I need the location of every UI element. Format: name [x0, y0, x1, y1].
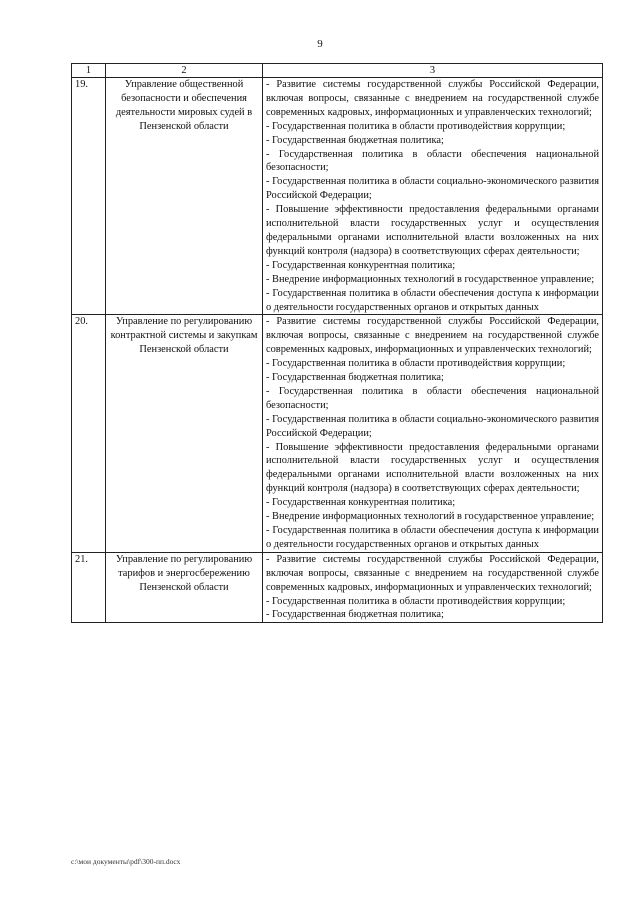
table-row — [72, 552, 603, 623]
function-item: - Государственная бюджетная политика; — [266, 372, 444, 384]
department-name: Управление по регулированию тарифов и энергосбережению Пензенской области — [106, 552, 263, 623]
function-item: - Государственная политика в области социально-экономического развития Российской Федерации; — [266, 176, 599, 202]
header-cell-2: 2 — [106, 64, 263, 78]
function-item: - Развитие системы государственной службы Российской Федерации, включая вопросы, связанные с внедрением на государственной службе современных кадровых, информационных и управленческих технологий; — [266, 316, 599, 356]
function-item: - Развитие системы государственной службы Российской Федерации, включая вопросы, связанные с внедрением на государственной службе современных кадровых, информационных и управленческих технологий; — [266, 553, 599, 593]
department-name: Управление по регулированию контрактной системы и закупкам Пензенской области — [106, 315, 263, 552]
function-item: - Внедрение информационных технологий в государственное управление; — [266, 511, 595, 523]
function-item: - Повышение эффективности предоставления федеральными органами исполнительной власти государственных услуг и осуществления федеральными органами исполнительной власти возложенных на них функций контроля (надзора) в соответствующих сферах деятельности; — [266, 204, 599, 257]
table-row — [72, 315, 603, 552]
table-header-row — [72, 64, 603, 78]
row-number: 20. — [72, 315, 106, 552]
functions-cell — [263, 315, 603, 552]
function-item: - Государственная политика в области обеспечения национальной безопасности; — [266, 148, 599, 174]
table-row — [72, 78, 603, 315]
function-item: - Повышение эффективности предоставления федеральными органами исполнительной власти государственных услуг и осуществления федеральными органами исполнительной власти возложенных на них функций контроля (надзора) в соответствующих сферах деятельности; — [266, 441, 599, 495]
function-item: - Государственная политика в области противодействия коррупции; — [266, 120, 566, 132]
footer-file-path: c:\мои документы\pdf\300-пп.docx — [71, 857, 181, 866]
functions-cell — [263, 78, 603, 315]
function-item: - Государственная бюджетная политика; — [266, 134, 444, 146]
function-item: - Государственная политика в области противодействия коррупции; — [266, 595, 566, 607]
functions-table — [71, 63, 603, 623]
header-cell-1: 1 — [72, 64, 106, 78]
function-item: - Развитие системы государственной службы Российской Федерации, включая вопросы, связанные с внедрением на государственной службе современных кадровых, информационных и управленческих технологий; — [266, 79, 599, 118]
function-item: - Государственная конкурентная политика; — [266, 497, 456, 509]
function-item: - Государственная политика в области обеспечения доступа к информации о деятельности государственных органов и открытых данных — [266, 287, 599, 313]
row-number: 19. — [72, 78, 106, 315]
function-item: - Государственная бюджетная политика; — [266, 609, 444, 621]
header-cell-3: 3 — [263, 64, 603, 78]
function-item: - Государственная политика в области социально-экономического развития Российской Федерации; — [266, 413, 599, 439]
function-item: - Внедрение информационных технологий в государственное управление; — [266, 273, 595, 285]
function-item: - Государственная конкурентная политика; — [266, 259, 456, 271]
function-item: - Государственная политика в области противодействия коррупции; — [266, 358, 566, 370]
function-item: - Государственная политика в области обеспечения национальной безопасности; — [266, 385, 599, 411]
function-item: - Государственная политика в области обеспечения доступа к информации о деятельности государственных органов и открытых данных — [266, 525, 599, 550]
page-number: 9 — [317, 38, 323, 50]
functions-cell — [263, 552, 603, 623]
department-name: Управление общественной безопасности и обеспечения деятельности мировых судей в Пензенской области — [106, 78, 263, 315]
row-number: 21. — [72, 552, 106, 623]
